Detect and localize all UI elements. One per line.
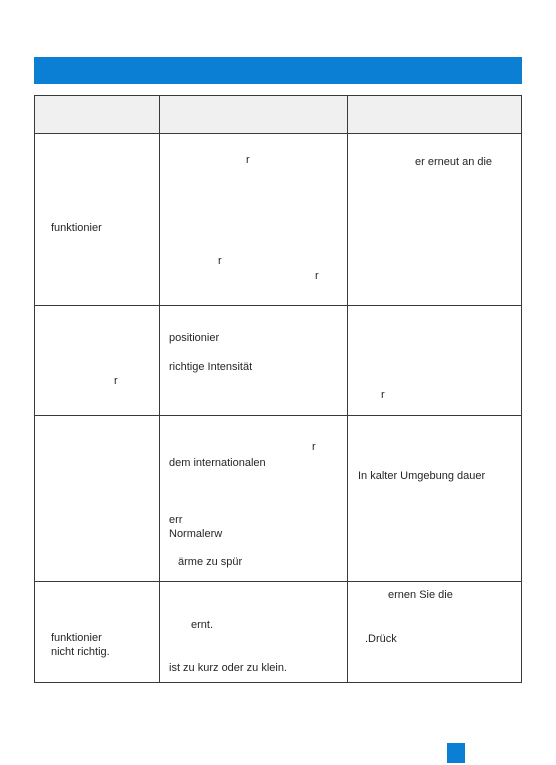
cell-text: err [169, 514, 183, 526]
row1-cause-cell [160, 134, 348, 306]
header-cell-cause [160, 96, 348, 134]
table-header-row [35, 96, 522, 134]
cell-text: richtige Intensität [169, 361, 253, 373]
row2-cause-cell [160, 306, 348, 416]
cell-text: funktionier [51, 632, 102, 644]
cell-text: ist zu kurz oder zu klein. [169, 662, 287, 674]
cell-text: ernen Sie die [388, 589, 453, 601]
cell-text: nicht richtig. [51, 646, 110, 658]
header-cell-problem [35, 96, 160, 134]
row3-solution-cell [348, 416, 522, 582]
cell-text: r [114, 375, 118, 387]
row3-cause-cell [160, 416, 348, 582]
table-row [35, 416, 522, 582]
cell-text: ernt. [191, 619, 214, 631]
cell-text: In kalter Umgebung dauer [358, 470, 486, 482]
cell-text: r [218, 255, 222, 267]
section-header-bar [34, 57, 522, 84]
cell-text: Normalerw [169, 528, 223, 540]
table-row [35, 306, 522, 416]
cell-text: r [246, 154, 250, 166]
table-row [35, 134, 522, 306]
cell-text: positionier [169, 332, 220, 344]
page-number-marker [447, 743, 465, 763]
row4-cause-cell [160, 582, 348, 683]
table-row [35, 582, 522, 683]
row1-solution-cell [348, 134, 522, 306]
cell-text: dem internationalen [169, 457, 266, 469]
row3-problem-cell [35, 416, 160, 582]
cell-text: funktionier [51, 222, 102, 234]
cell-text: ärme zu spür [178, 556, 243, 568]
cell-text: er erneut an die [415, 156, 493, 168]
cell-text: r [315, 270, 319, 282]
row4-solution-cell [348, 582, 522, 683]
header-cell-solution [348, 96, 522, 134]
cell-text: r [381, 389, 385, 401]
row4-problem-cell [35, 582, 160, 683]
row1-problem-cell [35, 134, 160, 306]
row2-problem-cell [35, 306, 160, 416]
cell-text: .Drück [365, 633, 397, 645]
cell-text: r [312, 441, 316, 453]
troubleshooting-table [34, 95, 522, 683]
row2-solution-cell [348, 306, 522, 416]
